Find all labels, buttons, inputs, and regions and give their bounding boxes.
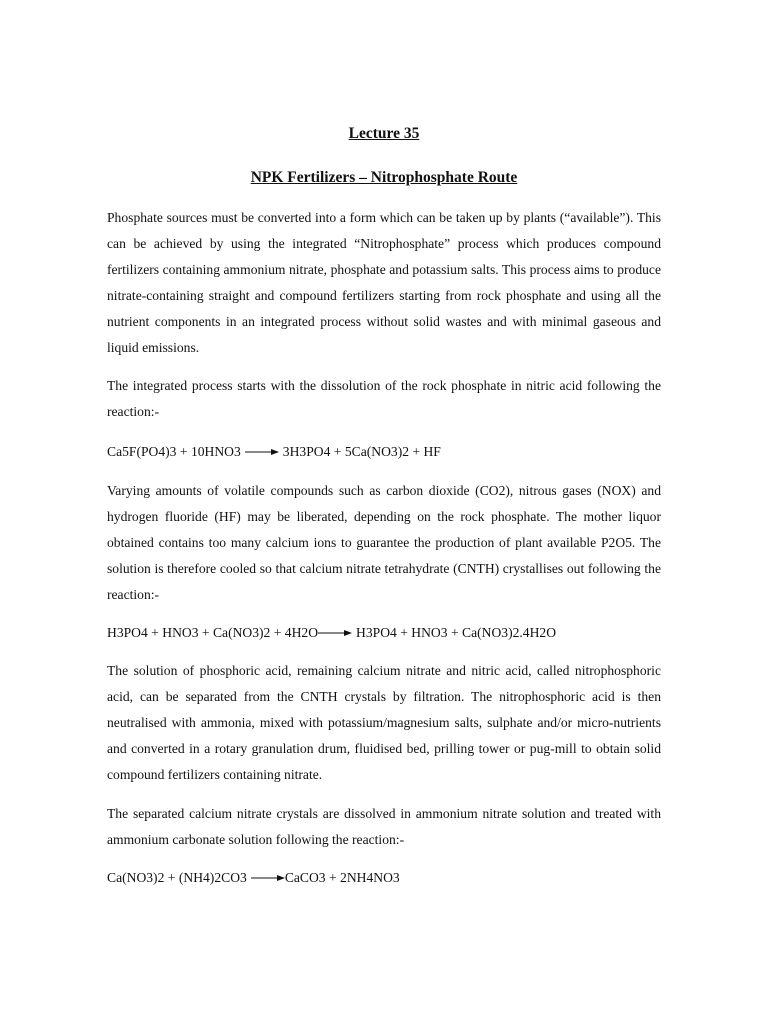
- right-arrow-icon: [318, 628, 352, 638]
- paragraph-calcium-nitrate: The separated calcium nitrate crystals are dissolved in ammonium nitrate solution and treated with ammonium carbonate solution following the reaction:-: [107, 806, 661, 847]
- lecture-number: Lecture 35: [348, 125, 420, 142]
- equation-reactants: Ca(NO3)2 + (NH4)2CO3: [107, 870, 247, 885]
- paragraph-volatiles: Varying amounts of volatile compounds such as carbon dioxide (CO2), nitrous gases (NOX) and hydrogen fluoride (HF) may be liberated, depending on the rock phosphate. The mother liquor obtained contains too many calcium ions to guarantee the production of plant available P2O5. The solution is therefore cooled so that calcium nitrate tetrahydrate (CNTH) crystallises out following the reaction:-: [107, 483, 661, 602]
- right-arrow-icon: [251, 873, 285, 883]
- equation-reactants: H3PO4 + HNO3 + Ca(NO3)2 + 4H2O: [107, 625, 319, 640]
- equation-reactants: Ca5F(PO4)3 + 10HNO3: [107, 444, 241, 459]
- paragraph-nitrophosphoric: The solution of phosphoric acid, remaining calcium nitrate and nitric acid, called nitrophosphoric acid, can be separated from the CNTH crystals by filtration. The nitrophosphoric acid is then neutralised with ammonia, mixed with potassium/magnesium salts, sulphate and/or micro-nutrients and converted in a rotary granulation drum, fluidised bed, prilling tower or pug-mill to obtain solid compound fertilizers containing nitrate.: [107, 663, 661, 782]
- equation-products: CaCO3 + 2NH4NO3: [284, 870, 400, 885]
- paragraph-intro: Phosphate sources must be converted into a form which can be taken up by plants (“available”). This can be achieved by using the integrated “Nitrophosphate” process which produces compound fertilizers containing ammonium nitrate, phosphate and potassium salts. This process aims to produce nitrate-containing straight and compound fertilizers starting from rock phosphate and using all the nutrient components in an integrated process without solid wastes and with minimal gaseous and liquid emissions.: [107, 210, 661, 355]
- equation-products: H3PO4 + HNO3 + Ca(NO3)2.4H2O: [356, 625, 557, 640]
- paragraph-dissolution: The integrated process starts with the dissolution of the rock phosphate in nitric acid following the reaction:-: [107, 378, 661, 419]
- equation-products: 3H3PO4 + 5Ca(NO3)2 + HF: [282, 444, 441, 459]
- equation-dissolution: [107, 442, 441, 462]
- equation-crystallisation: [107, 623, 556, 643]
- equation-conversion: [107, 868, 400, 888]
- document-title: NPK Fertilizers – Nitrophosphate Route: [250, 169, 518, 186]
- right-arrow-icon: [245, 447, 279, 457]
